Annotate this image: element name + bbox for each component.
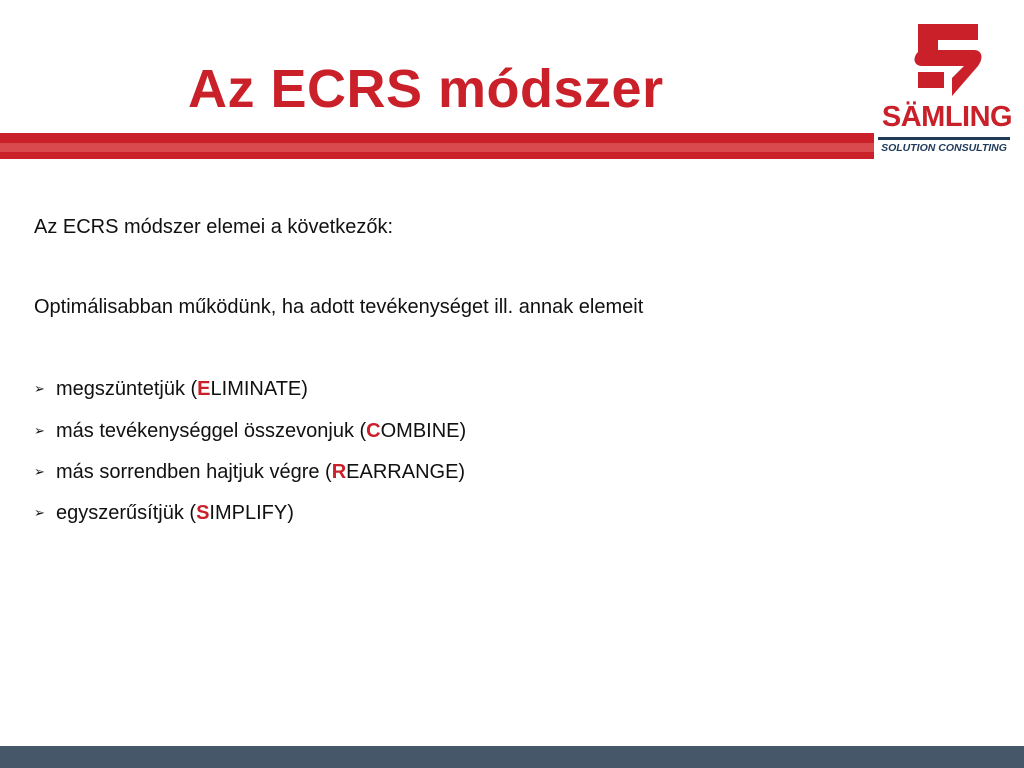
arrow-bullet-icon: ➢ (34, 381, 45, 396)
bullet-suffix: ) (287, 502, 294, 524)
bullet-prefix: más tevékenységgel összevonjuk ( (56, 420, 367, 442)
footer-bar (0, 746, 1024, 768)
bullet-item-simplify (34, 502, 294, 525)
bullet-suffix: ) (458, 461, 466, 483)
bullet-item-combine (34, 420, 466, 443)
bullet-prefix: más sorrendben hajtjuk végre ( (56, 461, 332, 483)
bullet-key-letter: E (197, 378, 211, 400)
bullet-key-letter: S (196, 502, 210, 524)
samling-s-logo-icon (908, 18, 988, 98)
logo-company-name: SÄMLING (881, 101, 1013, 133)
lead-text: Optimálisabban működünk, ha adott tevékenységet ill. annak elemeit (34, 296, 644, 318)
slide-title: Az ECRS módszer (188, 59, 664, 120)
logo-divider (878, 137, 1010, 140)
logo-tagline: SOLUTION CONSULTING (881, 142, 1007, 154)
arrow-bullet-icon: ➢ (34, 423, 45, 438)
bullet-keyword-rest: IMPLIFY (209, 502, 288, 524)
bullet-suffix: ) (459, 420, 467, 442)
bullet-key-letter: R (331, 461, 347, 483)
bullet-item-rearrange (34, 461, 465, 484)
bullet-prefix: egyszerűsítjük ( (56, 502, 197, 524)
bullet-item-eliminate (34, 378, 308, 401)
bullet-keyword-rest: LIMINATE (210, 378, 302, 400)
bullet-suffix: ) (301, 378, 308, 400)
bullet-keyword-rest: OMBINE (380, 420, 460, 442)
arrow-bullet-icon: ➢ (34, 505, 45, 520)
arrow-bullet-icon: ➢ (34, 464, 45, 479)
bullet-keyword-rest: EARRANGE (346, 461, 459, 483)
bullet-prefix: megszüntetjük ( (56, 378, 198, 400)
samling-logo (874, 18, 1024, 163)
intro-text: Az ECRS módszer elemei a következők: (34, 216, 394, 238)
title-underline-highlight (0, 143, 874, 152)
bullet-key-letter: C (366, 420, 381, 442)
